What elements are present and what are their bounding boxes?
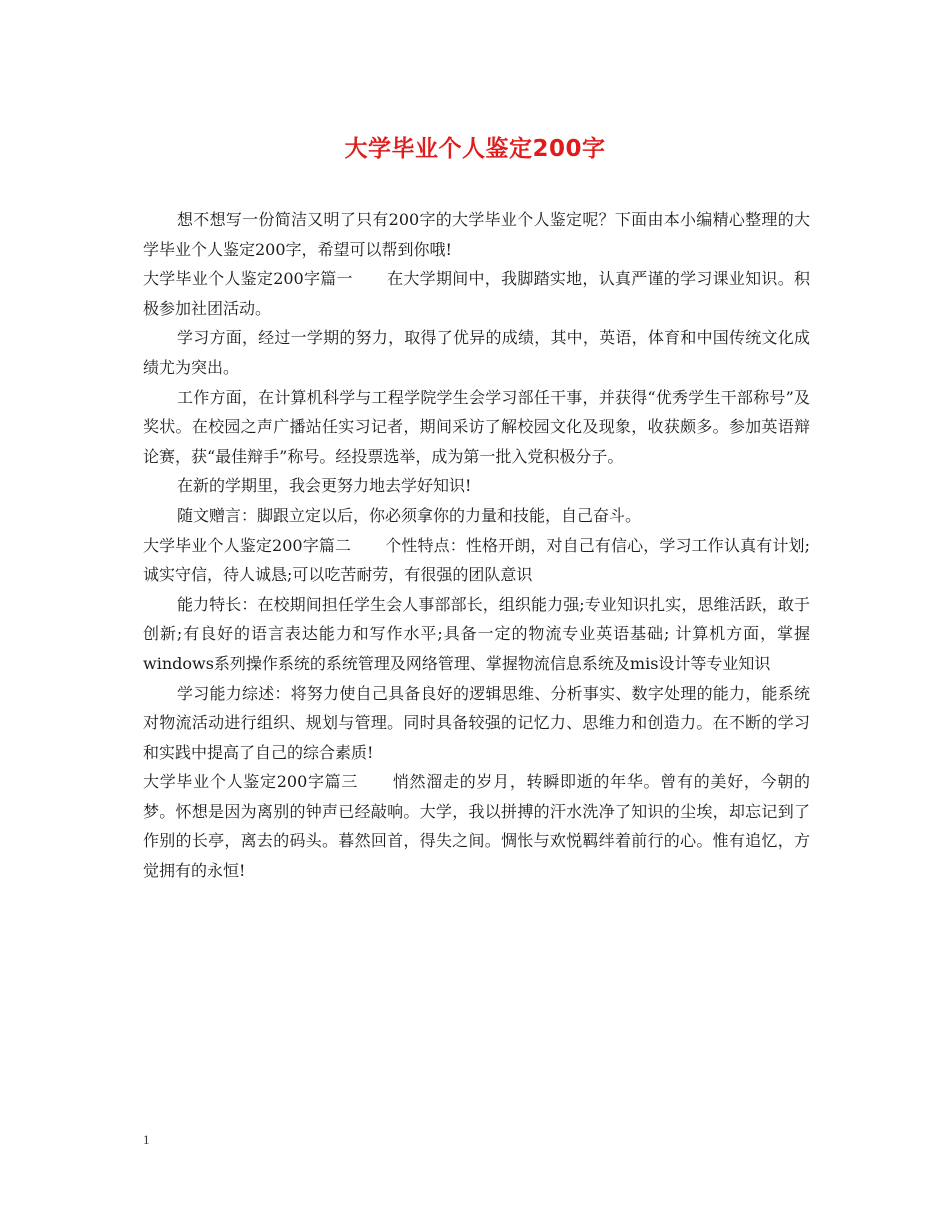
section-1-work-paragraph: 工作方面，在计算机科学与工程学院学生会学习部任干事，并获得“优秀学生干部称号”及奖状。在校园之声广播站任实习记者，期间采访了解校园文化及现象，收获颇多。参加英语辩论赛，获“最佳辩手”称号。经投票选举，成为第一批入党积极分子。 xyxy=(143,387,810,466)
section-1-new-term-paragraph: 在新的学期里，我会更努力地去学好知识! xyxy=(177,476,472,496)
document-body xyxy=(143,205,810,886)
section-1-lead: 在大学期间中，我脚踏实地，认真严谨的学习课业知识。积极参加社团活动。 xyxy=(143,269,810,318)
section-2-lead: 个性特点：性格开朗，对自己有信心，学习工作认真有计划;诚实守信，待人诚恳;可以吃苦耐劳，有很强的团队意识 xyxy=(143,535,810,585)
intro-paragraph: 想不想写一份简洁又明了只有200字的大学毕业个人鉴定呢？下面由本小编精心整理的大学毕业个人鉴定200字，希望可以帮到你哦! xyxy=(143,210,810,259)
section-2-learning-paragraph: 学习能力综述：将努力使自己具备良好的逻辑思维、分析事实、数字处理的能力，能系统对物流活动进行组织、规划与管理。同时具备较强的记忆力、思维力和创造力。在不断的学习和实践中提高了自己的综合素质! xyxy=(143,683,810,762)
section-3-heading: 大学毕业个人鉴定200字篇三 xyxy=(143,772,359,792)
section-1-quote-paragraph: 随文赠言：脚跟立定以后，你必须拿你的力量和技能，自己奋斗。 xyxy=(177,505,642,525)
document-title: 大学毕业个人鉴定200字 xyxy=(344,136,606,162)
section-2-ability-paragraph: 能力特长：在校期间担任学生会人事部部长，组织能力强;专业知识扎实，思维活跃，敢于创新;有良好的语言表达能力和写作水平;具备一定的物流专业英语基础; 计算机方面，掌握windows系列操作系统的系统管理及网络管理、掌握物流信息系统及mis设计等专业知识 xyxy=(143,594,810,673)
section-1-study-paragraph: 学习方面，经过一学期的努力，取得了优异的成绩，其中，英语，体育和中国传统文化成绩尤为突出。 xyxy=(143,328,810,377)
section-2-heading: 大学毕业个人鉴定200字篇二 xyxy=(143,535,352,555)
section-1-paragraph xyxy=(143,264,810,323)
section-3-lead: 悄然溜走的岁月，转瞬即逝的年华。曾有的美好，今朝的梦。怀想是因为离别的钟声已经敲响。大学，我以拼搏的汗水洗净了知识的尘埃，却忘记到了作别的长亭，离去的码头。暮然回首，得失之间。惆怅与欢悦羁绊着前行的心。惟有追忆，方觉拥有的永恒! xyxy=(143,772,810,881)
page-number: 1 xyxy=(143,1132,150,1147)
section-2-paragraph xyxy=(143,531,810,590)
section-3-paragraph xyxy=(143,767,810,885)
section-1-heading: 大学毕业个人鉴定200字篇一 xyxy=(143,269,353,289)
